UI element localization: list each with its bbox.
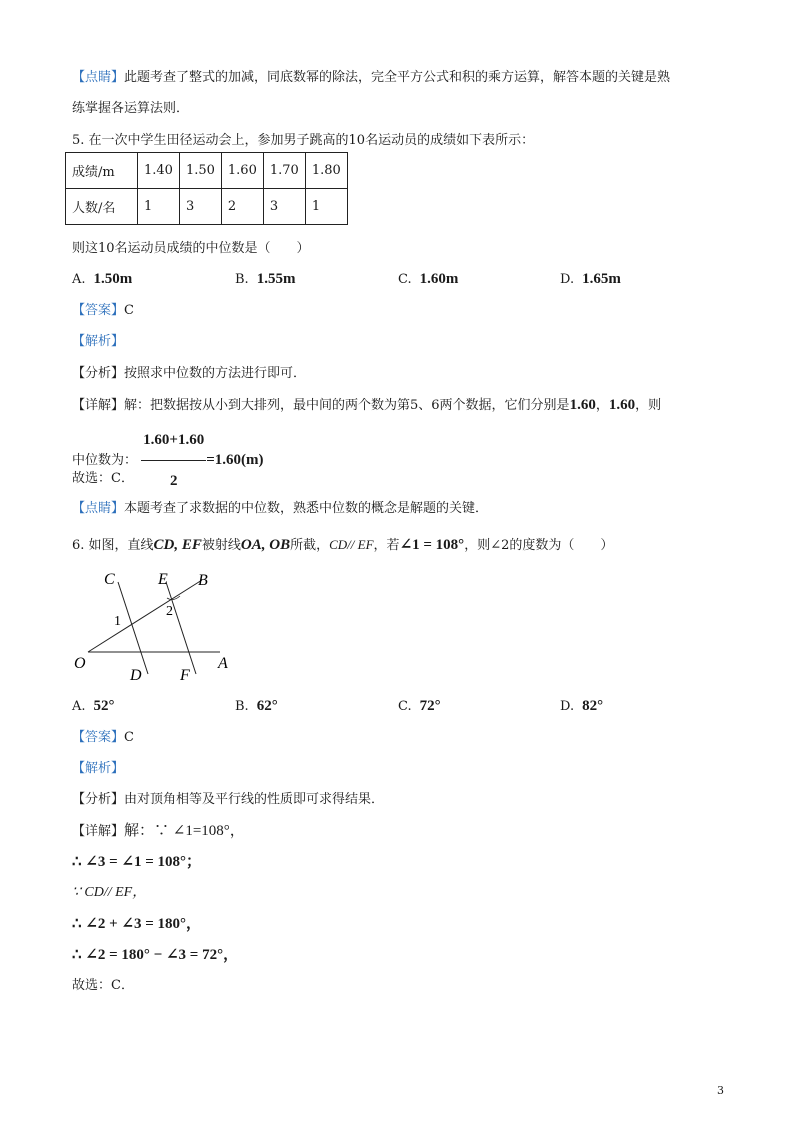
table-row xyxy=(66,189,348,225)
detail-tag: 【详解】 xyxy=(72,398,125,413)
median-label: 中位数为： xyxy=(72,453,138,468)
q6-analysis xyxy=(72,791,384,809)
q5-note xyxy=(72,500,488,518)
q6-mid1: 被射线 xyxy=(201,538,241,553)
option-label: A. xyxy=(72,699,86,714)
option-c xyxy=(398,270,458,289)
analysis-tag: 【分析】 xyxy=(72,792,125,807)
table-row xyxy=(66,153,348,189)
label-o: O xyxy=(74,655,86,672)
table-cell: 1.40 xyxy=(138,153,180,189)
table-cell: 3 xyxy=(179,189,221,225)
analysis-text: 按照求中位数的方法进行即可． xyxy=(124,366,307,381)
table-cell: 1.70 xyxy=(263,153,305,189)
q6-detail xyxy=(72,822,245,841)
option-value: 72° xyxy=(419,698,441,714)
geometry-figure xyxy=(70,568,250,688)
option-value: 1.50m xyxy=(93,271,133,287)
q6-parallel: CD// EF xyxy=(329,537,374,552)
median-result: =1.60(m) xyxy=(206,452,264,468)
question-5-question: 则这10名运动员成绩的中位数是（ ） xyxy=(72,241,310,256)
q6-step-1: ∴ ∠3 = ∠1 = 108°； xyxy=(72,854,202,870)
option-value: 62° xyxy=(256,698,278,714)
q6-condition: ∠1 = 108° xyxy=(399,537,465,553)
option-label: C. xyxy=(398,272,412,287)
answer-tag: 【答案】 xyxy=(72,730,125,745)
table-cell: 1 xyxy=(138,189,180,225)
label-d: D xyxy=(130,667,142,684)
option-label: B. xyxy=(235,272,249,287)
question-6-stem xyxy=(72,536,613,555)
option-value: 52° xyxy=(93,698,115,714)
table-cell: 1 xyxy=(305,189,347,225)
q6-rays: OA, OB xyxy=(240,537,291,553)
answer-tag: 【答案】 xyxy=(72,303,125,318)
q6-step-4: ∴ ∠2 = 180° − ∠3 = 72°， xyxy=(72,947,239,963)
q6-mid3: ，若 xyxy=(373,538,400,553)
label-f: F xyxy=(180,667,190,684)
question-5-stem: 5. 在一次中学生田径运动会上，参加男子跳高的10名运动员的成绩如下表所示： xyxy=(72,133,535,148)
detail-text: 解：∵ ∠1=108°， xyxy=(124,823,245,839)
option-value: 82° xyxy=(582,698,604,714)
option-value: 1.60m xyxy=(419,271,459,287)
median-fraction xyxy=(141,420,206,501)
note-line-2: 练掌握各运算法则． xyxy=(72,101,190,116)
option-label: D. xyxy=(560,699,575,714)
option-b xyxy=(235,697,278,716)
q6-analysis-heading: 【解析】 xyxy=(72,761,125,776)
page-number: 3 xyxy=(717,1084,724,1097)
answer-text: C xyxy=(124,303,134,318)
detail-end: ，则 xyxy=(635,398,662,413)
table-cell: 1.50 xyxy=(179,153,221,189)
q6-answer xyxy=(72,729,134,747)
note-tag: 【点睛】 xyxy=(72,501,125,516)
label-e: E xyxy=(158,571,168,588)
table-cell: 3 xyxy=(263,189,305,225)
option-b xyxy=(235,270,295,289)
option-value: 1.55m xyxy=(256,271,296,287)
label-angle-1: 1 xyxy=(114,614,121,629)
q6-lines: CD, EF xyxy=(153,537,202,553)
fraction-numerator: 1.60+1.60 xyxy=(141,420,206,461)
detail-tag: 【详解】 xyxy=(72,824,125,839)
detail-value-2: 1.60 xyxy=(608,397,636,413)
q5-analysis xyxy=(72,365,306,383)
q6-pre: 6. 如图，直线 xyxy=(72,538,154,553)
detail-text: 解：把数据按从小到大排列，最中间的两个数为第5、6两个数据，它们分别是 xyxy=(124,398,570,413)
option-label: B. xyxy=(235,699,249,714)
q6-step-2: ∵ CD// EF， xyxy=(72,885,147,900)
table-cell: 1.60 xyxy=(221,153,263,189)
label-angle-2: 2 xyxy=(166,604,173,619)
detail-sep: ， xyxy=(595,398,609,413)
option-d xyxy=(560,270,621,289)
q5-answer xyxy=(72,302,134,320)
line-cd xyxy=(118,582,148,674)
label-a: A xyxy=(218,655,228,672)
option-label: D. xyxy=(560,272,575,287)
table-cell: 2 xyxy=(221,189,263,225)
analysis-text: 由对顶角相等及平行线的性质即可求得结果． xyxy=(124,792,385,807)
row-header-cell: 成绩/m xyxy=(66,153,138,189)
note-text: 此题考查了整式的加减，同底数幂的除法，完全平方公式和积的乘方运算，解答本题的关键是熟 xyxy=(124,70,671,85)
q5-median-formula xyxy=(72,420,264,501)
label-c: C xyxy=(104,571,115,588)
option-c xyxy=(398,697,441,716)
option-label: C. xyxy=(398,699,412,714)
label-b: B xyxy=(198,572,208,589)
detail-value-1: 1.60 xyxy=(569,397,596,413)
q6-mid2: 所截， xyxy=(290,538,330,553)
option-a xyxy=(72,697,115,716)
option-label: A. xyxy=(72,272,86,287)
note-text: 本题考查了求数据的中位数，熟悉中位数的概念是解题的关键． xyxy=(124,501,489,516)
note-tag: 【点睛】 xyxy=(72,70,125,85)
row-header-cell: 人数/名 xyxy=(66,189,138,225)
table-cell: 1.80 xyxy=(305,153,347,189)
q6-choice: 故选：C． xyxy=(72,978,134,993)
score-table xyxy=(65,152,348,225)
q5-detail xyxy=(72,396,661,415)
analysis-tag: 【分析】 xyxy=(72,366,125,381)
answer-text: C xyxy=(124,730,134,745)
q5-analysis-heading: 【解析】 xyxy=(72,334,125,349)
note-line-1 xyxy=(72,69,670,87)
option-value: 1.65m xyxy=(582,271,621,287)
option-d xyxy=(560,697,603,716)
q6-step-3: ∴ ∠2 + ∠3 = 180°， xyxy=(72,916,202,932)
fraction-denominator: 2 xyxy=(169,473,178,489)
q6-end: ，则∠2的度数为（ ） xyxy=(464,538,614,553)
q5-choice: 故选：C． xyxy=(72,471,134,486)
option-a xyxy=(72,270,132,289)
line-ef xyxy=(166,582,196,674)
